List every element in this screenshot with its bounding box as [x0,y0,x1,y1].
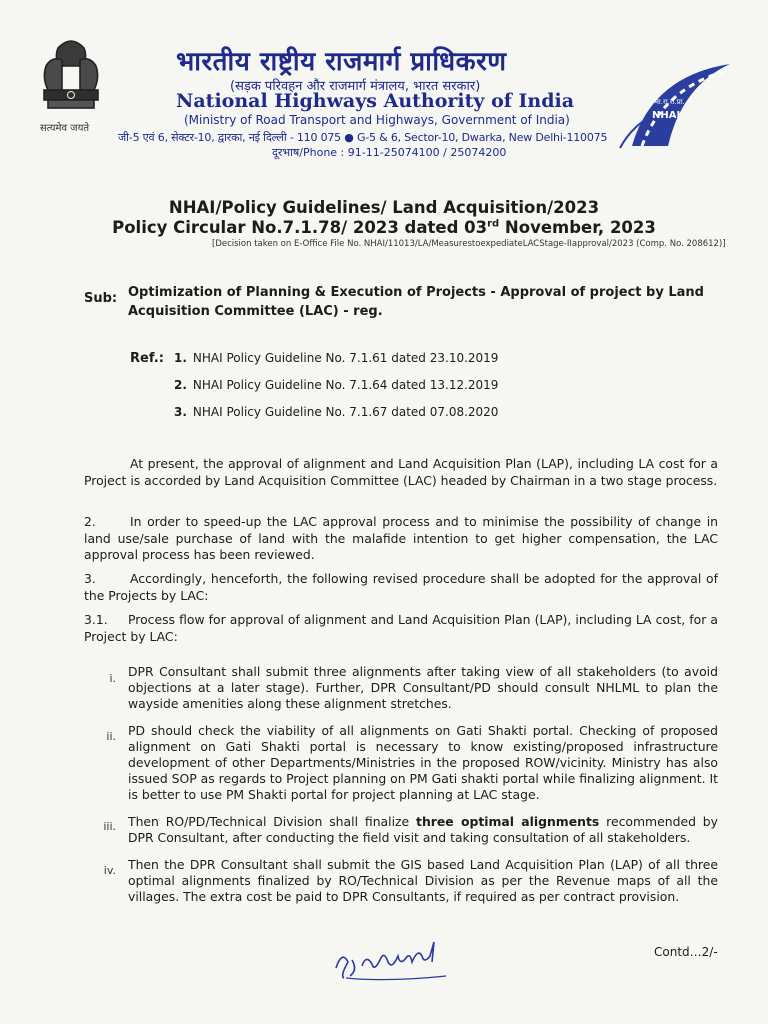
continued-note: Contd…2/- [654,945,718,959]
svg-text:भा.रा.रा.प्रा.: भा.रा.रा.प्रा. [654,98,685,106]
paragraph-2: 2. In order to speed-up the LAC approval process and to minimise the possibility of change in land use/sale purchase of land with the malafide intention to get higher compensation, the LAC approval process has been reviewed. [84,514,718,562]
reference-item: 2. NHAI Policy Guideline No. 7.1.64 dated 13.12.2019 [174,378,499,392]
item-number: iv. [103,864,116,877]
decision-note: [Decision taken on E-Office File No. NHAI/11013/LA/MeasurestoexpediateLACStage-IIapproval/2023 (Comp. No. 208612)] [212,239,726,249]
circular-number: Policy Circular No.7.1.78/ 2023 dated 03rd November, 2023 [112,218,656,237]
hindi-subtitle: (सड़क परिवहन और राजमार्ग मंत्रालय, भारत सरकार) [230,79,481,94]
hindi-title: भारतीय राष्ट्रीय राजमार्ग प्राधिकरण [176,47,507,77]
list-item: PD should check the viability of all alignments on Gati Shakti portal. Checking of proposed alignment on Gati Shakti portal is necessary to know existing/proposed infrastructure development of other Departments/Ministries in the proposed ROW/vicinity. Ministry has also issued SOP as regards to Project planning on PM Gati shakti portal while finalizing alignment. It is better to use PM Shakti portal for project planning at LAC stage. [128,723,718,802]
emblem-motto: सत्यमेव जयते [40,123,90,134]
signature-icon [326,938,466,986]
paragraph-1: At present, the approval of alignment and Land Acquisition Plan (LAP), including LA cost for a Project is accorded by Land Acquisition Committee (LAC) headed by Chairman in a two stage process. [84,456,718,488]
paragraph-3-1: 3.1. Process flow for approval of alignment and Land Acquisition Plan (LAP), including LA cost, for a Project by LAC: [84,612,718,644]
item-number: ii. [106,730,116,743]
paragraph-3: 3. Accordingly, henceforth, the following revised procedure shall be adopted for the approval of the Projects by LAC: [84,571,718,603]
item-number: i. [109,672,116,685]
circular-heading: NHAI/Policy Guidelines/ Land Acquisition/2023 [168,198,600,217]
english-title: National Highways Authority of India [176,90,575,112]
nhai-logo-icon [612,56,740,152]
subject-label: Sub: [84,291,118,306]
references-label: Ref.: [130,351,164,366]
phone: दूरभाष/Phone : 91-11-25074100 / 25074200 [272,146,507,159]
list-item: DPR Consultant shall submit three alignments after taking view of all stakeholders (to avoid objections at a later stage). Further, DPR Consultant/PD should consult NHLML to plan the wayside amenities along these alignment stretches. [128,664,718,711]
reference-item: 1. NHAI Policy Guideline No. 7.1.61 dated 23.10.2019 [174,351,499,365]
list-item: Then RO/PD/Technical Division shall finalize three optimal alignments recommended by DPR Consultant, after conducting the field visit and taking consultation of all stakeholders. [128,814,719,845]
reference-item: 3. NHAI Policy Guideline No. 7.1.67 dated 07.08.2020 [174,405,499,419]
item-number: iii. [103,820,116,833]
subject-text: Optimization of Planning & Execution of Projects - Approval of project by Land Acquisition Committee (LAC) - reg. [128,285,704,319]
english-subtitle: (Ministry of Road Transport and Highways, Government of India) [184,113,570,127]
svg-text:NHAI: NHAI [652,110,681,121]
address: जी-5 एवं 6, सेक्टर-10, द्वारका, नई दिल्ली - 110 075 ● G-5 & 6, Sector-10, Dwarka, New Delhi-110075 [118,131,608,144]
list-item: Then the DPR Consultant shall submit the GIS based Land Acquisition Plan (LAP) of all three optimal alignments finalized by RO/Technical Division as per the Revenue maps of all the villages. The extra cost be paid to DPR Consultants, if required as per contract provision. [128,857,718,904]
